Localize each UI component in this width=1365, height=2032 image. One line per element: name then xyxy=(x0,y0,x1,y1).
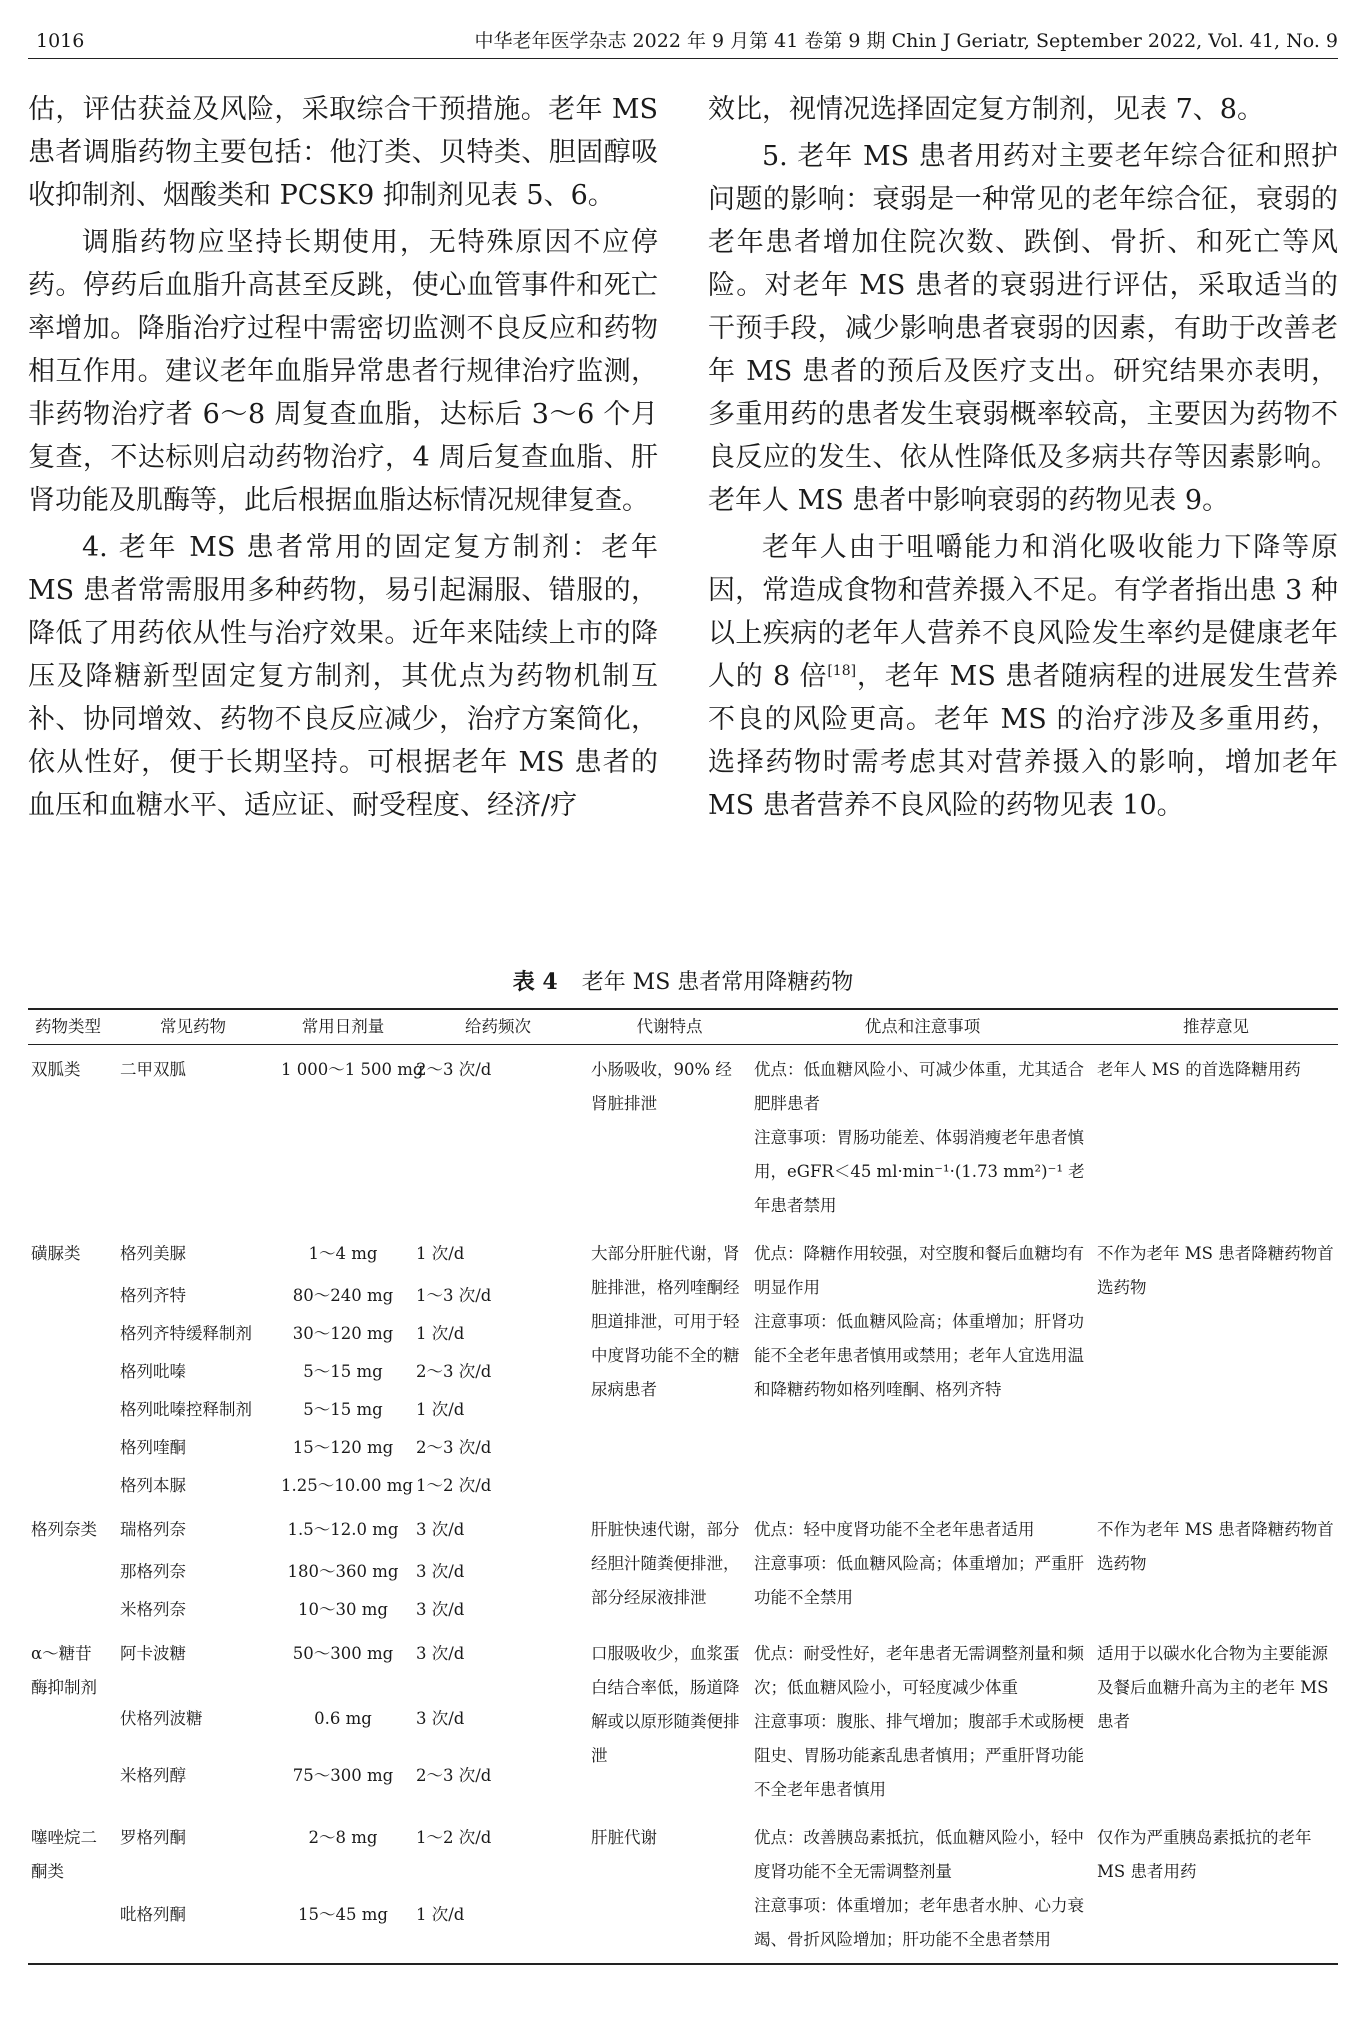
frequency-cell: 1 次/d xyxy=(416,1400,465,1419)
table-header-row xyxy=(28,1009,1338,1045)
recommendation-cell: 不作为老年 MS 患者降糖药物首选药物 xyxy=(1097,1520,1334,1573)
frequency-cell: 3 次/d xyxy=(416,1520,465,1539)
note-line: 优点：耐受性好，老年患者无需调整剂量和频次；低血糖风险小，可轻度减少体重 xyxy=(754,1644,1084,1697)
dose-cell: 1.5～12.0 mg xyxy=(287,1520,399,1539)
drug-name-cell: 吡格列酮 xyxy=(120,1905,186,1925)
drug-name-cell: 格列齐特 xyxy=(120,1286,186,1305)
notes-cell xyxy=(751,1229,1094,1505)
frequency-cell: 1 次/d xyxy=(416,1905,465,1925)
metabolism-cell: 肝脏代谢 xyxy=(591,1828,657,1847)
dose-cell: 15～120 mg xyxy=(292,1438,394,1457)
frequency-cell: 1～2 次/d xyxy=(416,1828,492,1847)
page-number: 1016 xyxy=(36,30,85,52)
column-header: 推荐意见 xyxy=(1183,1017,1249,1036)
dose-cell: 5～15 mg xyxy=(303,1362,383,1381)
running-header xyxy=(28,26,1338,56)
column-header-line: 常用日 xyxy=(301,1017,352,1036)
dose-cell: 5～15 mg xyxy=(303,1400,383,1419)
dose-cell: 80～240 mg xyxy=(292,1286,394,1305)
drug-name-cell: 格列喹酮 xyxy=(120,1438,186,1457)
left-column xyxy=(28,88,658,831)
paragraph xyxy=(708,526,1338,827)
drug-name-cell: 格列吡嗪控释制剂 xyxy=(120,1400,252,1419)
drug-class-cell: 噻唑烷二酮类 xyxy=(31,1828,97,1881)
notes-cell xyxy=(751,1045,1094,1230)
dose-cell: 180～360 mg xyxy=(287,1562,399,1581)
notes-cell xyxy=(751,1505,1094,1629)
column-header xyxy=(278,1009,408,1045)
note-line: 优点：低血糖风险小、可减少体重，尤其适合肥胖患者 xyxy=(754,1060,1084,1113)
metabolism-cell: 口服吸收少，血浆蛋白结合率低，肠道降解或以原形随粪便排泄 xyxy=(591,1644,740,1765)
drug-name-cell: 罗格列酮 xyxy=(120,1828,186,1847)
notes-cell xyxy=(751,1813,1094,1964)
note-line: 注意事项：低血糖风险高；体重增加；肝肾功能不全老年患者慎用或禁用；老年人宜选用温和降糖药物如格列喹酮、格列齐特 xyxy=(754,1312,1084,1399)
table-title: 老年 MS 患者常用降糖药物 xyxy=(581,970,854,995)
drug-name-cell: 伏格列波糖 xyxy=(120,1709,203,1729)
table-caption xyxy=(28,967,1338,998)
dose-cell: 1 000～1 500 mg xyxy=(281,1060,424,1079)
paragraph: 效比，视情况选择固定复方制剂，见表 7、8。 xyxy=(708,94,1264,125)
drug-name-cell: 格列本脲 xyxy=(120,1476,186,1495)
drug-name-cell: 阿卡波糖 xyxy=(120,1644,186,1663)
frequency-cell: 1 次/d xyxy=(416,1244,465,1263)
column-header: 药物类型 xyxy=(35,1017,101,1036)
note-line: 注意事项：胃肠功能差、体弱消瘦老年患者慎用，eGFR＜45 ml·min⁻¹·(1.73 mm²)⁻¹ 老年患者禁用 xyxy=(754,1128,1085,1215)
frequency-cell: 1 次/d xyxy=(416,1324,465,1343)
dose-cell: 15～45 mg xyxy=(298,1905,388,1925)
drug-name-cell: 二甲双胍 xyxy=(120,1060,186,1079)
dose-cell: 1.25～10.00 mg xyxy=(281,1476,413,1495)
drug-name-cell: 那格列奈 xyxy=(120,1562,186,1581)
column-header: 优点和注意事项 xyxy=(864,1017,981,1036)
header-rule xyxy=(28,58,1338,59)
note-line: 优点：轻中度肾功能不全老年患者适用 xyxy=(754,1520,1035,1539)
frequency-cell: 1～2 次/d xyxy=(416,1476,492,1495)
drug-table xyxy=(28,1008,1338,1965)
drug-class-cell: 双胍类 xyxy=(31,1060,81,1079)
column-header: 代谢特点 xyxy=(636,1017,703,1036)
note-line: 注意事项：体重增加；老年患者水肿、心力衰竭、骨折风险增加；肝功能不全患者禁用 xyxy=(754,1896,1084,1949)
frequency-cell: 3 次/d xyxy=(416,1562,465,1581)
note-line: 优点：改善胰岛素抵抗，低血糖风险小，轻中度肾功能不全无需调整剂量 xyxy=(754,1828,1084,1881)
paragraph: 估，评估获益及风险，采取综合干预措施。老年 MS 患者调脂药物主要包括：他汀类、贝特类、胆固醇吸收抑制剂、烟酸类和 PCSK9 抑制剂见表 5、6。 xyxy=(28,94,658,211)
frequency-cell: 2～3 次/d xyxy=(416,1765,492,1785)
recommendation-cell: 仅作为严重胰岛素抵抗的老年 MS 患者用药 xyxy=(1097,1828,1312,1881)
frequency-cell: 1～3 次/d xyxy=(416,1286,492,1305)
dose-cell: 50～300 mg xyxy=(292,1644,394,1663)
drug-name-cell: 米格列醇 xyxy=(120,1765,186,1785)
metabolism-cell: 小肠吸收，90% 经肾脏排泄 xyxy=(591,1060,732,1113)
frequency-cell: 2～3 次/d xyxy=(416,1438,492,1457)
table-row xyxy=(28,1229,1338,1277)
drug-class-cell: α～糖苷酶抑制剂 xyxy=(31,1644,97,1697)
table-row xyxy=(28,1505,1338,1553)
dose-cell: 75～300 mg xyxy=(292,1765,394,1785)
paragraph-text: 老年人由于咀嚼能力和消化吸收能力下降等原因，常造成食物和营养摄入不足。有学者指出患 3 种以上疾病的老年人营养不良风险发生率约是健康老年人的 8 倍 xyxy=(708,532,1338,692)
dose-cell: 30～120 mg xyxy=(292,1324,394,1343)
column-header: 给药频次 xyxy=(465,1017,531,1036)
metabolism-cell: 肝脏快速代谢，部分经胆汁随粪便排泄，部分经尿液排泄 xyxy=(591,1520,740,1607)
recommendation-cell: 老年人 MS 的首选降糖用药 xyxy=(1097,1060,1301,1079)
drug-name-cell: 格列齐特缓释制剂 xyxy=(120,1324,252,1343)
table-row xyxy=(28,1629,1338,1700)
frequency-cell: 2～3 次/d xyxy=(416,1362,492,1381)
column-header: 常见药物 xyxy=(160,1017,226,1036)
paragraph-text: ，老年 MS 患者随病程的进展发生营养不良的风险更高。老年 MS 的治疗涉及多重用药，选择药物时需考虑其对营养摄入的影响，增加老年 MS 患者营养不良风险的药物见表 10。 xyxy=(708,661,1338,821)
notes-cell xyxy=(751,1629,1094,1813)
dose-cell: 0.6 mg xyxy=(314,1709,372,1729)
drug-name-cell: 瑞格列奈 xyxy=(120,1520,186,1539)
paragraph: 调脂药物应坚持长期使用，无特殊原因不应停药。停药后血脂升高甚至反跳，使心血管事件和死亡率增加。降脂治疗过程中需密切监测不良反应和药物相互作用。建议老年血脂异常患者行规律治疗监测，非药物治疗者 6～8 周复查血脂，达标后 3～6 个月复查，不达标则启动药物治疗，4 周后复查血脂、肝肾功能及肌酶等，此后根据血脂达标情况规律复查。 xyxy=(28,227,658,516)
frequency-cell: 3 次/d xyxy=(416,1709,465,1729)
reference-citation[interactable]: [18] xyxy=(827,663,857,679)
drug-name-cell: 米格列奈 xyxy=(120,1600,186,1619)
frequency-cell: 3 次/d xyxy=(416,1600,465,1619)
table-body xyxy=(28,1045,1338,1965)
column-header-line: 剂量 xyxy=(351,1017,385,1036)
paragraph: 4. 老年 MS 患者常用的固定复方制剂：老年 MS 患者常需服用多种药物，易引起漏服、错服的，降低了用药依从性与治疗效果。近年来陆续上市的降压及降糖新型固定复方制剂，其优点为药物机制互补、协同增效、药物不良反应减少，治疗方案简化，依从性好，便于长期坚持。可根据老年 MS 患者的血压和血糖水平、适应证、耐受程度、经济/疗 xyxy=(28,532,658,821)
note-line: 注意事项：低血糖风险高；体重增加；严重肝功能不全禁用 xyxy=(754,1554,1084,1607)
drug-name-cell: 格列吡嗪 xyxy=(120,1362,186,1381)
recommendation-cell: 适用于以碳水化合物为主要能源及餐后血糖升高为主的老年 MS 患者 xyxy=(1097,1644,1329,1731)
journal-citation: 中华老年医学杂志 2022 年 9 月第 41 卷第 9 期 Chin J Geriatr, September 2022, Vol. 41, No. 9 xyxy=(474,30,1338,52)
metabolism-cell: 大部分肝脏代谢，肾脏排泄，格列喹酮经胆道排泄，可用于轻中度肾功能不全的糖尿病患者 xyxy=(591,1244,740,1399)
dose-cell: 2～8 mg xyxy=(308,1828,378,1847)
drug-name-cell: 格列美脲 xyxy=(120,1244,186,1263)
frequency-cell: 3 次/d xyxy=(416,1644,465,1663)
note-line: 注意事项：腹胀、排气增加；腹部手术或肠梗阻史、胃肠功能紊乱患者慎用；严重肝肾功能不全老年患者慎用 xyxy=(754,1712,1084,1799)
table-row xyxy=(28,1813,1338,1896)
table-row xyxy=(28,1045,1338,1230)
paragraph: 5. 老年 MS 患者用药对主要老年综合征和照护问题的影响：衰弱是一种常见的老年综合征，衰弱的老年患者增加住院次数、跌倒、骨折、和死亡等风险。对老年 MS 患者的衰弱进行评估，采取适当的干预手段，减少影响患者衰弱的因素，有助于改善老年 MS 患者的预后及医疗支出。研究结果亦表明，多重用药的患者发生衰弱概率较高，主要因为药物不良反应的发生、依从性降低及多病共存等因素影响。老年人 MS 患者中影响衰弱的药物见表 9。 xyxy=(708,141,1338,516)
frequency-cell: 2～3 次/d xyxy=(416,1060,492,1079)
recommendation-cell: 不作为老年 MS 患者降糖药物首选药物 xyxy=(1097,1244,1334,1297)
note-line: 优点：降糖作用较强，对空腹和餐后血糖均有明显作用 xyxy=(754,1244,1084,1297)
dose-cell: 10～30 mg xyxy=(298,1600,388,1619)
dose-cell: 1～4 mg xyxy=(308,1244,378,1263)
right-column xyxy=(708,88,1338,831)
drug-class-cell: 格列奈类 xyxy=(31,1520,97,1539)
table-label: 表 4 xyxy=(512,969,558,995)
drug-class-cell: 磺脲类 xyxy=(31,1244,81,1263)
